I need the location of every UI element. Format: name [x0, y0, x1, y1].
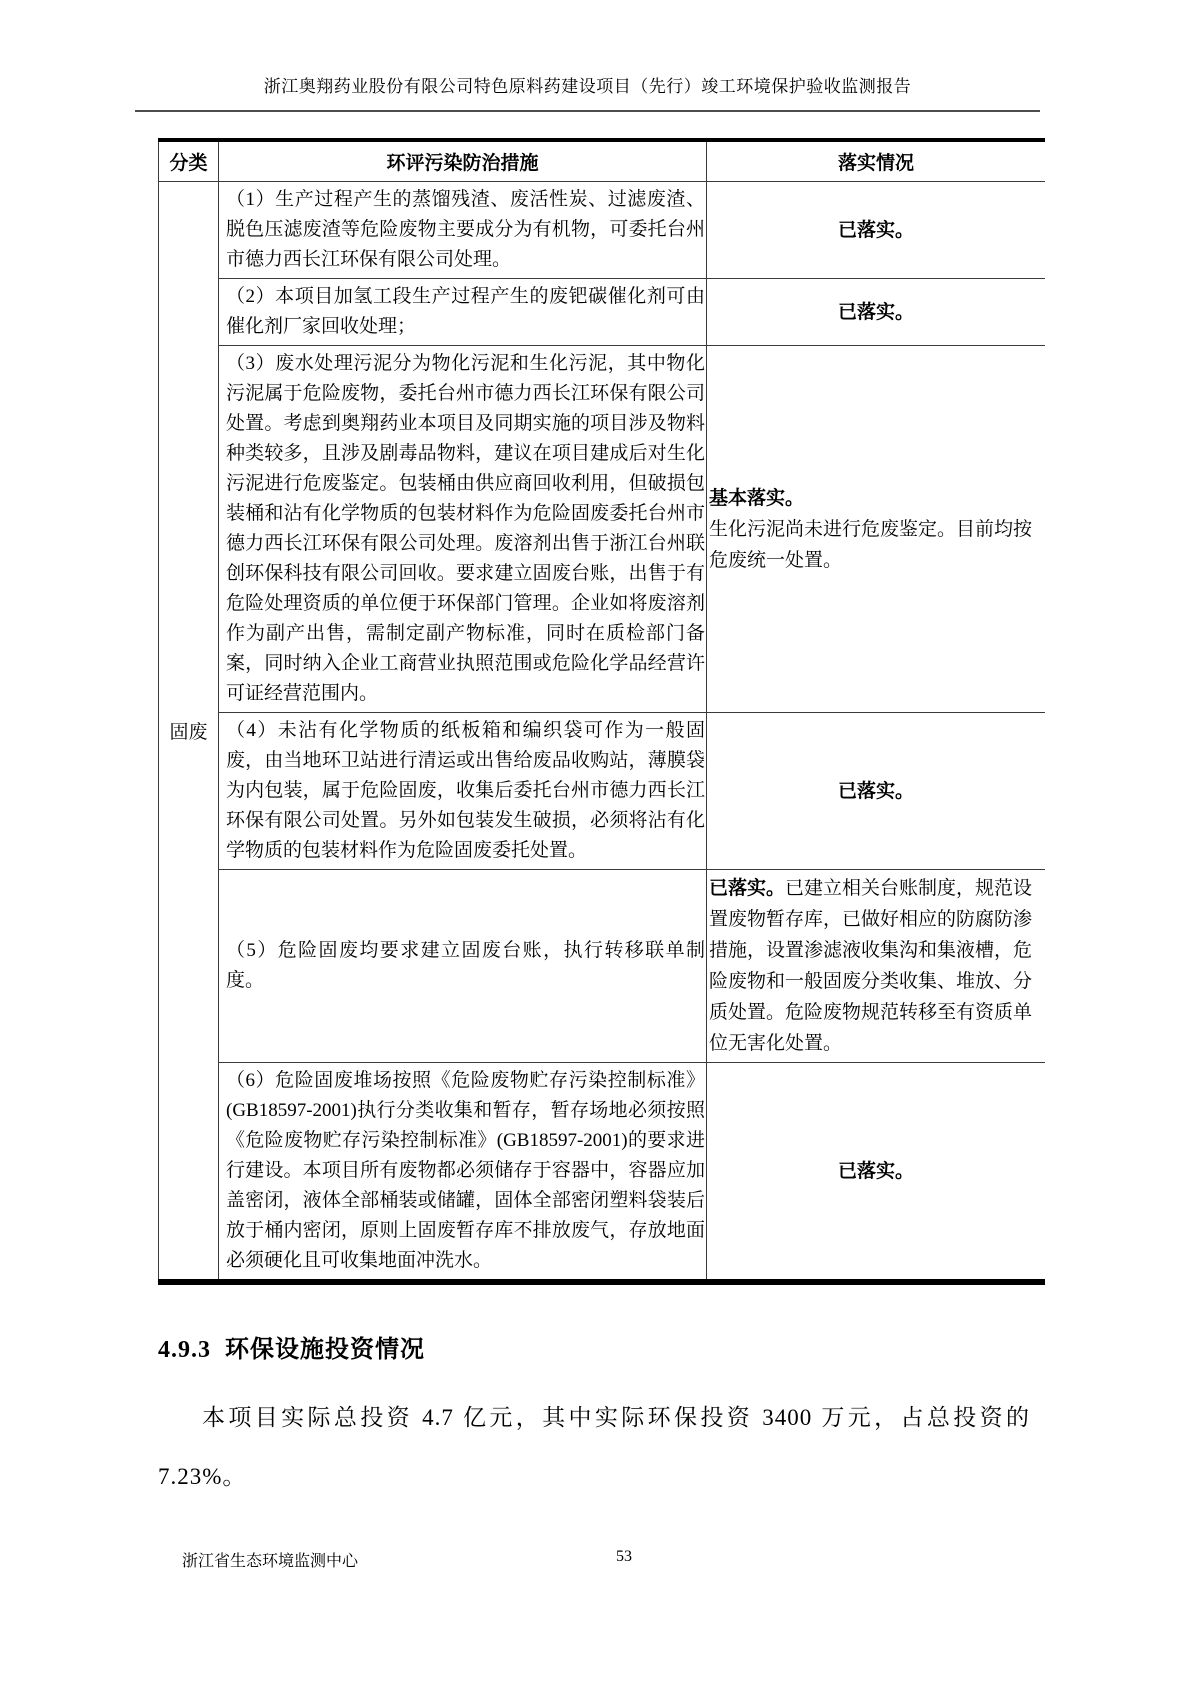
- section-heading: [158, 1329, 1190, 1364]
- measures-table-body: [159, 182, 1046, 1283]
- measures-table: [158, 138, 1045, 1285]
- measure-cell: （3）废水处理污泥分为物化污泥和生化污泥，其中物化污泥属于危险废物，委托台州市德力西长江环保有限公司处置。考虑到奥翔药业本项目及同期实施的项目涉及物料种类较多，且涉及剧毒品物料，建议在项目建成后对生化污泥进行危废鉴定。包装桶由供应商回收利用，但破损包装桶和沾有化学物质的包装材料作为危险固废委托台州市德力西长江环保有限公司处理。废溶剂出售于浙江台州联创环保科技有限公司回收。要求建立固废台账，出售于有危险处理资质的单位便于环保部门管理。企业如将废溶剂作为副产出售，需制定副产物标准，同时在质检部门备案，同时纳入企业工商营业执照范围或危险化学品经营许可证经营范围内。: [219, 346, 707, 713]
- table-row: [159, 713, 1046, 870]
- header-row: [159, 140, 1046, 182]
- footer-organization: 浙江省生态环境监测中心: [182, 1553, 359, 1570]
- status-cell: [707, 1063, 1046, 1283]
- measures-table-head: [159, 140, 1046, 182]
- table-row: [159, 279, 1046, 346]
- table-row: [159, 1063, 1046, 1283]
- doc-footer: [158, 1548, 1030, 1571]
- status-cell: [707, 279, 1046, 346]
- doc-header: [135, 72, 1040, 112]
- status-bold-label: 已落实。: [837, 219, 914, 241]
- status-cell: [707, 870, 1046, 1063]
- table-row: [159, 346, 1046, 713]
- status-bold-label: 已落实。: [837, 780, 914, 802]
- column-header-status: 落实情况: [707, 140, 1046, 182]
- status-bold-label: 基本落实。: [709, 487, 805, 509]
- measure-cell: （2）本项目加氢工段生产过程产生的废钯碳催化剂可由催化剂厂家回收处理；: [219, 279, 707, 346]
- section-title: 环保设施投资情况: [225, 1337, 425, 1363]
- measure-cell: （6）危险固废堆场按照《危险废物贮存污染控制标准》(GB18597-2001)执行分类收集和暂存，暂存场地必须按照《危险废物贮存污染控制标准》(GB18597-2001)的要求进行建设。本项目所有废物都必须储存于容器中，容器应加盖密闭，液体全部桶装或储罐，固体全部密闭塑料袋装后放于桶内密闭，原则上固废暂存库不排放废气，存放地面必须硬化且可收集地面冲洗水。: [219, 1063, 707, 1283]
- body-paragraph: 本项目实际总投资 4.7 亿元，其中实际环保投资 3400 万元，占总投资的 7.23%。: [158, 1405, 1030, 1489]
- status-bold-label: 已落实。: [709, 878, 786, 899]
- table-row: [159, 182, 1046, 279]
- footer-page-number: 53: [616, 1548, 632, 1565]
- status-cell: [707, 346, 1046, 713]
- category-cell: 固废: [159, 182, 219, 1283]
- status-cell: [707, 713, 1046, 870]
- status-detail-text: 已建立相关台账制度，规范设置废物暂存库，已做好相应的防腐防渗措施，设置渗滤液收集沟和集液槽，危险废物和一般固废分类收集、堆放、分质处置。危险废物规范转移至有资质单位无害化处置。: [709, 878, 1033, 1054]
- column-header-category: 分类: [159, 140, 219, 182]
- measure-cell: （4）未沾有化学物质的纸板箱和编织袋可作为一般固废，由当地环卫站进行清运或出售给废品收购站，薄膜袋为内包装，属于危险固废，收集后委托台州市德力西长江环保有限公司处置。另外如包装发生破损，必须将沾有化学物质的包装材料作为危险固废委托处置。: [219, 713, 707, 870]
- column-header-measure: 环评污染防治措施: [219, 140, 707, 182]
- table-row: [159, 870, 1046, 1063]
- status-cell: [707, 182, 1046, 279]
- measure-cell: （1）生产过程产生的蒸馏残渣、废活性炭、过滤废渣、脱色压滤废渣等危险废物主要成分为有机物，可委托台州市德力西长江环保有限公司处理。: [219, 182, 707, 279]
- doc-header-title: 浙江奥翔药业股份有限公司特色原料药建设项目（先行）竣工环境保护验收监测报告: [263, 77, 912, 96]
- status-bold-label: 已落实。: [837, 301, 914, 323]
- status-bold-label: 已落实。: [837, 1160, 914, 1182]
- status-detail-text: 生化污泥尚未进行危废鉴定。目前均按危废统一处置。: [709, 518, 1033, 571]
- section-number: 4.9.3: [158, 1337, 211, 1363]
- measure-cell: （5）危险固废均要求建立固废台账，执行转移联单制度。: [219, 870, 707, 1063]
